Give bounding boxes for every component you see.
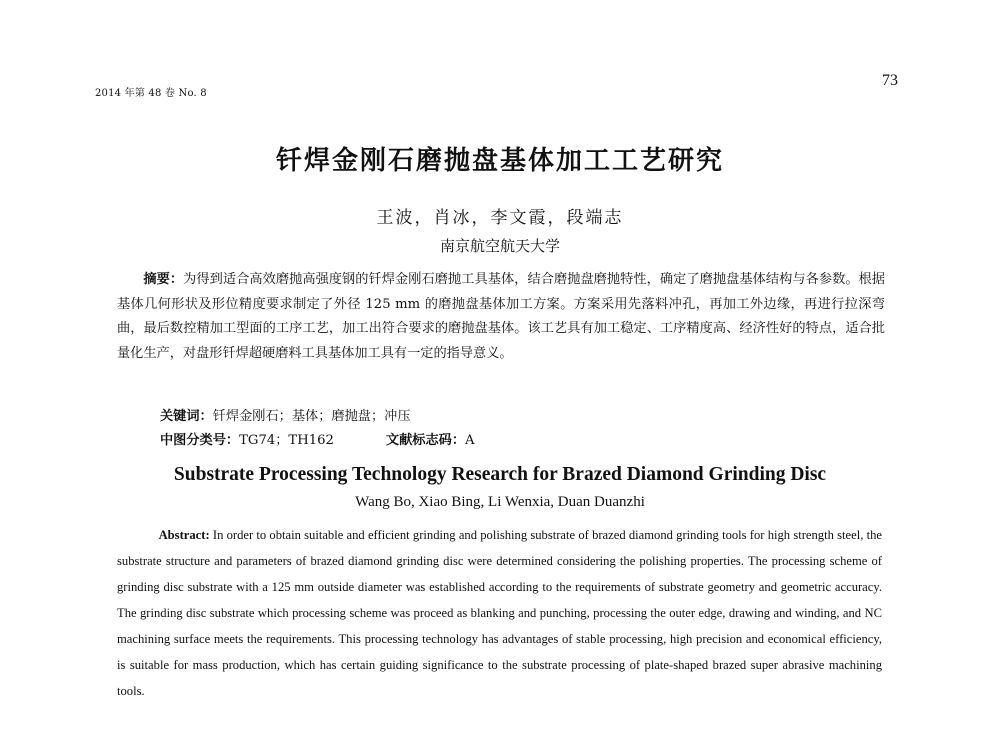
clc-label: 中图分类号：	[160, 433, 240, 448]
keywords-label: 关键词：	[160, 409, 213, 424]
keywords-line	[160, 405, 411, 424]
abstract-english-label: Abstract:	[158, 528, 210, 542]
abstract-chinese-label: 摘要：	[143, 272, 184, 287]
doc-code-label: 文献标志码：	[385, 433, 466, 448]
authors-chinese: 王波，肖冰，李文霞，段端志	[376, 208, 624, 228]
keywords-text: 钎焊金刚石；基体；磨抛盘；冲压	[212, 409, 411, 424]
title-chinese: 钎焊金刚石磨抛盘基体加工工艺研究	[275, 146, 724, 176]
authors-english: Wang Bo, Xiao Bing, Li Wenxia, Duan Duanzhi	[355, 494, 645, 510]
page-number: 73	[882, 72, 898, 89]
classification-line	[160, 429, 475, 448]
title-english: Substrate Processing Technology Research for Brazed Diamond Grinding Disc	[173, 464, 827, 485]
journal-info: 2014 年第 48 卷 No. 8	[95, 88, 207, 99]
clc-value: TG74；TH162	[239, 433, 334, 448]
doc-code-value: A	[465, 433, 475, 448]
abstract-chinese	[117, 268, 885, 366]
abstract-english-text: In order to obtain suitable and efficient grinding and polishing substrate of brazed diamond grinding tools for high strength steel, the substrate structure and parameters of brazed diamond grinding disc were determined considering the polishing properties. The processing scheme of grinding disc substrate with a 125 mm outside diameter was established according to the requirements of substrate geometry and geometric accuracy. The grinding disc substrate which processing scheme was proceed as blanking and punching, processing the outer edge, drawing and winding, and NC machining surface meets the requirements. This processing technology has advantages of stable processing, high precision and economical efficiency, is suitable for mass production, which has certain guiding significance to the substrate processing of plate-shaped brazed super abrasive machining tools.	[117, 528, 882, 698]
abstract-english	[117, 522, 882, 704]
affiliation-chinese: 南京航空航天大学	[439, 237, 560, 255]
abstract-chinese-text: 为得到适合高效磨抛高强度钢的钎焊金刚石磨抛工具基体，结合磨抛盘磨抛特性，确定了磨抛盘基体结构与各参数。根据基体几何形状及形位精度要求制定了外径 125 mm 的磨抛盘基体加工方案。方案采用先落料冲孔，再加工外边缘，再进行拉深弯曲，最后数控精加工型面的工序工艺，加工出符合要求的磨抛盘基体。该工艺具有加工稳定、工序精度高、经济性好的特点，适合批量化生产，对盘形钎焊超硬磨料工具基体加工具有一定的指导意义。	[117, 272, 885, 361]
